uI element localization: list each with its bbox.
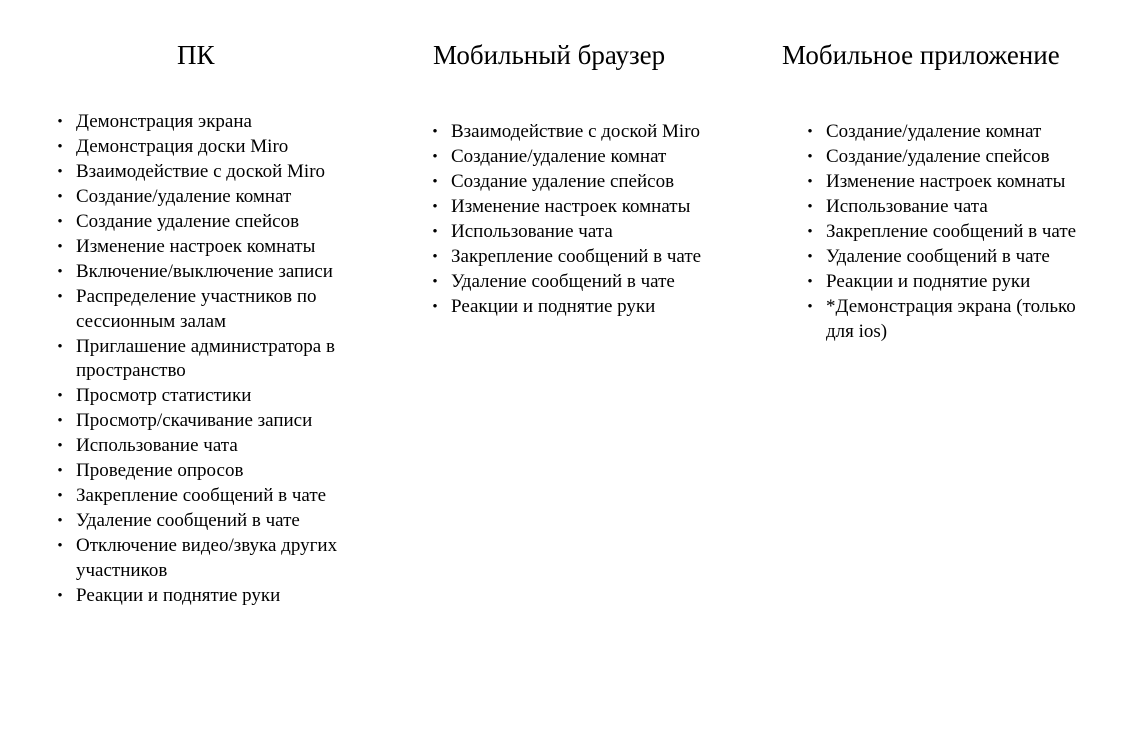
bullet-icon: • <box>807 224 813 240</box>
list-item <box>432 270 721 295</box>
bullet-icon: • <box>57 587 63 604</box>
list-item-text: Изменение настроек комнаты <box>451 196 691 217</box>
bullet-icon: • <box>432 274 438 290</box>
feature-list <box>807 120 1101 345</box>
list-item <box>57 534 351 583</box>
list-item-text: Закрепление сообщений в чате <box>826 221 1077 242</box>
list-item <box>432 245 721 270</box>
list-item-text: Использование чата <box>451 221 613 242</box>
list-item <box>57 484 351 509</box>
bullet-icon: • <box>57 289 63 305</box>
list-item-text: Взаимодействие с доской Miro <box>451 121 701 142</box>
list-item <box>57 260 351 285</box>
bullet-icon: • <box>432 249 438 265</box>
bullet-icon: • <box>432 299 438 315</box>
bullet-icon: • <box>57 538 63 554</box>
bullet-icon: • <box>57 463 63 479</box>
list-item-text: Реакции и поднятие руки <box>826 271 1031 292</box>
bullet-icon: • <box>57 438 63 454</box>
list-item-text: Закрепление сообщений в чате <box>76 485 327 506</box>
list-item-text: Демонстрация доски Miro <box>76 136 289 157</box>
list-item-text: Изменение настроек комнаты <box>76 236 316 257</box>
list-item <box>57 110 351 135</box>
list-item <box>807 170 1101 195</box>
bullet-icon: • <box>57 239 63 255</box>
list-item-text: Создание/удаление комнат <box>826 121 1042 142</box>
column-title: Мобильное приложение <box>782 40 1060 70</box>
list-item <box>807 120 1101 145</box>
list-item-text: *Демонстрация экрана (только для ios) <box>826 296 1076 342</box>
list-item <box>432 145 721 170</box>
bullet-icon: • <box>432 224 438 240</box>
list-item <box>57 459 351 484</box>
list-item <box>807 270 1101 295</box>
bullet-icon: • <box>432 124 438 140</box>
list-item-text: Распределение участников по сессионным залам <box>76 286 317 332</box>
list-item <box>57 335 351 384</box>
feature-list <box>432 120 721 320</box>
list-item-text: Изменение настроек комнаты <box>826 171 1066 192</box>
list-item-text: Удаление сообщений в чате <box>826 246 1050 267</box>
bullet-icon: • <box>57 139 63 155</box>
list-item-text: Демонстрация экрана <box>76 111 252 132</box>
list-item <box>57 509 351 534</box>
list-item <box>807 220 1101 245</box>
bullet-icon: • <box>57 488 63 504</box>
bullet-icon: • <box>807 249 813 265</box>
list-item-text: Удаление сообщений в чате <box>451 271 675 292</box>
list-item-text: Отключение видео/звука других участников <box>76 535 338 581</box>
bullet-icon: • <box>807 149 813 165</box>
bullet-icon: • <box>57 388 63 404</box>
bullet-icon: • <box>807 199 813 215</box>
list-item-text: Удаление сообщений в чате <box>76 510 300 531</box>
list-item <box>57 409 351 434</box>
list-item <box>432 295 721 320</box>
bullet-icon: • <box>57 513 63 529</box>
list-item <box>432 195 721 220</box>
bullet-icon: • <box>57 114 63 130</box>
bullet-icon: • <box>432 199 438 215</box>
bullet-icon: • <box>57 164 63 180</box>
bullet-icon: • <box>807 299 813 315</box>
list-item <box>57 235 351 260</box>
feature-list <box>57 110 351 609</box>
list-item-text: Закрепление сообщений в чате <box>451 246 702 267</box>
list-item-text: Включение/выключение записи <box>76 261 333 282</box>
list-item-text: Создание/удаление комнат <box>76 186 292 207</box>
bullet-icon: • <box>57 338 63 355</box>
bullet-icon: • <box>57 264 63 280</box>
list-item-text: Проведение опросов <box>76 460 244 481</box>
column-title: ПК <box>177 40 215 70</box>
list-item-text: Приглашение администратора в пространство <box>76 335 335 381</box>
bullet-icon: • <box>807 174 813 190</box>
list-item <box>57 584 351 609</box>
list-item <box>57 135 351 160</box>
list-item <box>807 145 1101 170</box>
bullet-icon: • <box>57 214 63 230</box>
bullet-icon: • <box>807 124 813 140</box>
list-item-text: Создание/удаление спейсов <box>826 146 1050 167</box>
column-title: Мобильный браузер <box>433 40 666 70</box>
list-item <box>807 245 1101 270</box>
bullet-icon: • <box>432 174 438 190</box>
list-item-text: Взаимодействие с доской Miro <box>76 161 326 182</box>
list-item <box>432 120 721 145</box>
bullet-icon: • <box>432 149 438 165</box>
list-item <box>432 170 721 195</box>
list-item <box>57 210 351 235</box>
bullet-icon: • <box>57 413 63 429</box>
list-item-text: Использование чата <box>826 196 988 217</box>
list-item <box>57 434 351 459</box>
list-item <box>57 285 351 334</box>
bullet-icon: • <box>807 274 813 290</box>
list-item <box>57 160 351 185</box>
list-item-text: Создание/удаление комнат <box>451 146 667 167</box>
list-item <box>432 220 721 245</box>
list-item-text: Создание удаление спейсов <box>451 171 675 192</box>
list-item-text: Реакции и поднятие руки <box>76 584 281 606</box>
list-item <box>807 295 1101 344</box>
bullet-icon: • <box>57 189 63 205</box>
list-item-text: Реакции и поднятие руки <box>451 296 656 317</box>
list-item <box>57 384 351 409</box>
list-item-text: Просмотр статистики <box>76 385 252 406</box>
list-item-text: Создание удаление спейсов <box>76 211 300 232</box>
list-item <box>57 185 351 210</box>
list-item-text: Использование чата <box>76 435 238 456</box>
list-item-text: Просмотр/скачивание записи <box>76 410 313 431</box>
list-item <box>807 195 1101 220</box>
